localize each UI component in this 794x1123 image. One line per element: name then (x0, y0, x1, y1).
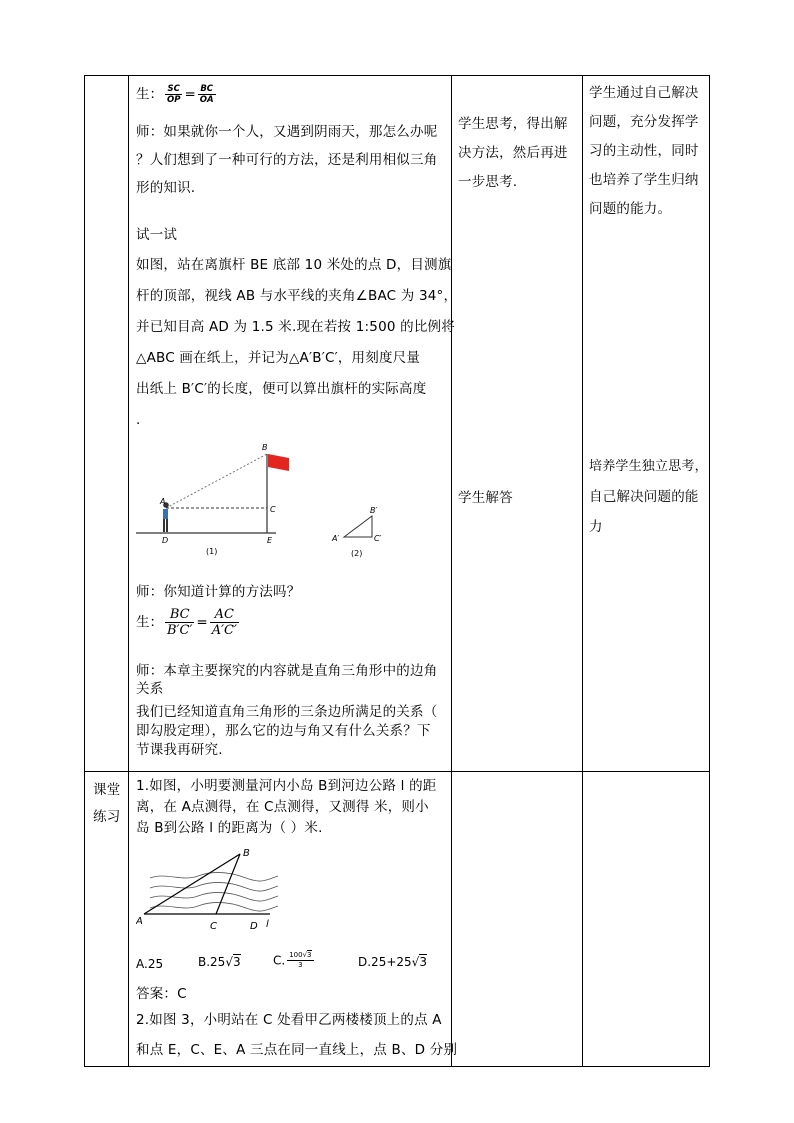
fraction-bc-bpcp: $\frac{BC}{B'C'}$ (167, 607, 193, 638)
student-activity-line-2: 决方法，然后再进 (458, 145, 568, 161)
equals-sign-2: = (196, 614, 208, 631)
option-a: A.25 (136, 957, 164, 971)
q2-line-2: 和点 E，C、E、A 三点在同一直线上，点 B、D 分别 (136, 1042, 458, 1058)
teacher-line-1: 师：如果就你一个人，又遇到阴雨天，那怎么办呢 (136, 124, 438, 140)
fraction-sc-op: $\frac{SC}{OP}$ (167, 84, 181, 105)
red-flag (268, 454, 289, 471)
teacher-line-2: ？人们想到了一种可行的方法，还是利用相似三角 (136, 152, 438, 168)
answer-text: 答案：C (136, 986, 187, 1002)
sight-line-ab (166, 454, 267, 508)
formula-prefix: 生： (136, 86, 163, 103)
sqrt-icon: √ (302, 951, 308, 959)
option-d (358, 952, 427, 972)
option-c-text: C. (273, 953, 286, 968)
purpose2-line-2: 自己解决问题的能 (589, 489, 699, 505)
table-border-right (709, 75, 710, 1066)
option-c-num-value: 100 (289, 951, 303, 959)
river-label-b: B (243, 848, 250, 859)
purpose-line-5: 问题的能力。 (589, 201, 672, 217)
option-b-text: B.25 (198, 955, 226, 969)
small-triangle (344, 516, 372, 537)
teacher-question: 师：你知道计算的方法吗？ (136, 584, 301, 600)
river-label-a: A (136, 916, 143, 927)
caption-2: (2) (351, 549, 363, 558)
label-a: A (160, 497, 166, 506)
q1-line-1: 1.如图，小明要测量河内小岛 B到河边公路 l 的距 (136, 778, 437, 794)
sqrt-icon: √ (411, 955, 420, 969)
river-label-c: C (210, 921, 217, 932)
student-activity-line-3: 一步思考. (458, 174, 518, 190)
try-text-line-3: 并已知目高 AD 为 1.5 米.现在若按 1:500 的比例将 (136, 319, 455, 335)
teacher-line-3: 形的知识. (136, 180, 196, 196)
row-label-line-2: 练习 (93, 809, 121, 825)
q1-line-2: 离，在 A点测得，在 C点测得，又测得 米，则小 (136, 799, 429, 815)
student-activity-answer: 学生解答 (458, 490, 513, 506)
fraction-ac-apcp: $\frac{AC}{A'C'}$ (211, 607, 237, 638)
try-text-line-1: 如图，站在离旗杆 BE 底部 10 米处的点 D，目测旗 (136, 257, 452, 273)
purpose-line-2: 问题，充分发挥学 (589, 114, 699, 130)
fraction-bc-oa: $\frac{BC}{OA}$ (199, 84, 214, 105)
table-row-divider (84, 771, 710, 772)
river-label-l: l (266, 919, 269, 930)
row-label-line-1: 课堂 (93, 782, 121, 798)
try-text-line-2: 杆的顶部，视线 AB 与水平线的夹角∠BAC 为 34°， (136, 288, 458, 304)
equals-sign: = (184, 86, 196, 103)
student-activity-line-1: 学生思考，得出解 (458, 116, 568, 132)
river-waves (150, 872, 278, 911)
label-e: E (267, 536, 273, 545)
label-b: B (262, 443, 268, 452)
river-figure (136, 842, 286, 937)
table-border-col3 (582, 75, 583, 1066)
teacher-summary-line-2: 关系 (136, 681, 164, 697)
purpose-line-4: 也培养了学生归纳 (589, 172, 699, 188)
student-formula-2 (136, 607, 241, 638)
try-text-line-4: △ABC 画在纸上，并记为△A′B′C′，用刻度尺量 (136, 350, 421, 366)
q1-line-3: 岛 B到公路 l 的距离为（ ）米. (136, 820, 323, 836)
purpose-line-1: 学生通过自己解决 (589, 85, 699, 101)
option-c-num (287, 951, 313, 961)
table-border-col2 (451, 75, 452, 1066)
purpose2-line-3: 力 (589, 519, 603, 535)
table-border-col1 (128, 75, 129, 1066)
label-a-prime: A′ (332, 534, 340, 543)
formula2-prefix: 生： (136, 614, 163, 631)
try-it-heading: 试一试 (136, 227, 178, 243)
purpose2-line-1: 培养学生独立思考， (589, 459, 708, 474)
try-text-line-5: 出纸上 B′C′的长度，便可以算出旗杆的实际高度 (136, 381, 427, 397)
option-c (273, 950, 316, 971)
option-c-den: 3 (298, 961, 303, 969)
table-border-bottom (84, 1066, 710, 1067)
caption-1: (1) (206, 547, 218, 556)
summary-line-2: 即勾股定理），那么它的边与角又有什么关系？下 (136, 723, 431, 739)
line-ab (144, 854, 240, 914)
try-text-line-6: . (136, 412, 141, 428)
label-c: C (270, 505, 276, 514)
option-c-fraction (287, 951, 313, 970)
summary-line-1: 我们已经知道直角三角形的三条边所满足的关系（ (136, 704, 438, 720)
table-border-left (84, 75, 85, 1066)
option-d-text: D.25+25 (358, 955, 412, 969)
river-label-d: D (250, 921, 258, 932)
label-d: D (162, 536, 169, 545)
table-border-top (84, 75, 710, 76)
student-formula-1 (136, 84, 218, 105)
purpose-line-3: 习的主动性，同时 (589, 143, 699, 159)
option-d-radicand: 3 (419, 955, 427, 969)
teacher-summary-line-1: 师：本章主要探究的内容就是直角三角形中的边角 (136, 663, 438, 679)
person-figure (163, 502, 169, 532)
summary-line-3: 节课我再研究. (136, 742, 223, 758)
sqrt-icon: √ (225, 955, 233, 969)
label-c-prime: C′ (374, 534, 382, 543)
option-b-radicand: 3 (232, 955, 241, 969)
option-b (198, 952, 241, 972)
label-b-prime: B′ (370, 506, 378, 515)
flagpole-figure (136, 440, 396, 565)
q2-line-1: 2.如图 3，小明站在 C 处看甲乙两楼楼顶上的点 A (136, 1012, 442, 1028)
option-c-radicand: 3 (307, 951, 312, 959)
